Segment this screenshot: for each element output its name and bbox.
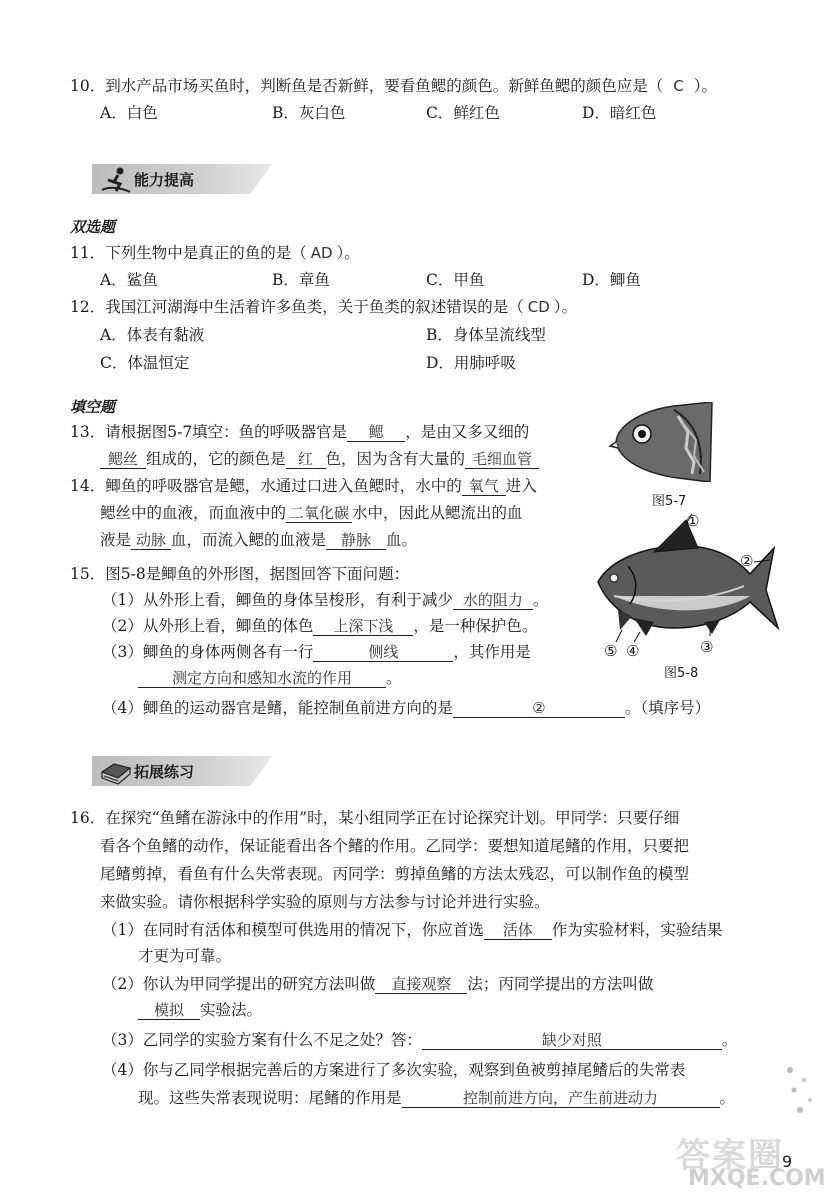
q14-line1 (70, 476, 537, 496)
q16-sub2 (102, 974, 653, 994)
q13-answer-filament: 鳃丝 (100, 450, 146, 469)
q14-text-5: 液是 (100, 531, 132, 549)
fig58-label-5: ⑤ (604, 642, 618, 660)
q16-s2-answer2: 模拟 (138, 1001, 200, 1020)
q13-answer-capillary: 毛细血管 (465, 450, 539, 469)
q13-text-1: 13．请根据图5-7填空：鱼的呼吸器官是 (70, 423, 348, 441)
q15-sub1 (102, 590, 548, 610)
q14-line3 (100, 530, 417, 550)
watermark-url: MXQE.COM (688, 1166, 826, 1191)
runner-icon (100, 166, 132, 194)
q11-end: ）。 (336, 244, 360, 262)
carp-figure (594, 512, 780, 662)
q16-s2-answer: 直接观察 (375, 975, 467, 994)
q16-line3: 尾鳍剪掉，看鱼有什么失常表现。丙同学：剪掉鱼鳍的方法太残忍，可以制作鱼的模型 (100, 865, 690, 883)
q13-line1 (70, 422, 529, 442)
fill-blank-label: 填空题 (70, 398, 116, 416)
q15-s2-answer: 上深下浅 (313, 617, 413, 636)
q13-text-3: 组成的，它的颜色是 (146, 450, 286, 468)
q14-answer-co2: 二氧化碳 (286, 504, 352, 523)
q16-s4-end: 。 (719, 1089, 736, 1107)
q16-line4: 来做实验。请你根据科学实验的原则与方法参与讨论并进行实验。 (100, 893, 550, 911)
q15-s3-text: （3）鲫鱼的身体两侧各有一行 (102, 643, 314, 661)
q11-stem (70, 243, 360, 263)
q11-answer: AD (310, 244, 333, 262)
q14-text-1: 14．鲫鱼的呼吸器官是鳃，水通过口进入鱼鳃时，水中的 (70, 477, 462, 495)
q13-line2 (100, 449, 539, 469)
q16-sub1 (102, 920, 722, 940)
fig58-caption: 图5-8 (664, 666, 699, 681)
q16-s2-text: （2）你认为甲同学提出的研究方法叫做 (102, 975, 376, 993)
q16-s3-end: 。 (721, 1031, 738, 1049)
q13-answer-organ: 鳃 (347, 423, 405, 442)
q16-s4-answer: 控制前进方向，产生前进动力 (402, 1089, 720, 1108)
q16-s1-text: （1）在同时有活体和模型可供选用的情况下，你应首选 (102, 921, 484, 939)
q12-option-c: C．体温恒定 (100, 354, 190, 372)
q15-sub3 (102, 642, 531, 662)
q15-s1-end: 。 (532, 591, 549, 609)
q10-option-c: C．鲜红色 (426, 104, 500, 122)
q15-s3-answer: 侧线 (313, 643, 453, 662)
q15-s3-end: 。 (386, 669, 402, 687)
q11-option-d: D．鲫鱼 (582, 271, 641, 289)
q15-s1-text: （1）从外形上看，鲫鱼的身体呈梭形，有利于减少 (102, 591, 453, 609)
q15-s4-answer: ② (453, 699, 625, 718)
fig57-caption: 图5-7 (652, 494, 687, 509)
q16-s1-answer: 活体 (484, 921, 552, 940)
q15-s4-text: （4）鲫鱼的运动器官是鳍，能控制鱼前进方向的是 (102, 699, 453, 717)
q12-answer: CD (527, 298, 550, 316)
q10-option-b: B．灰白色 (272, 104, 346, 122)
book-icon (100, 758, 132, 786)
q14-text-7: 血。 (386, 531, 418, 549)
q10-option-a: A．白色 (100, 104, 158, 122)
q15-s3-answer2: 测定方向和感知水流的作用 (138, 669, 386, 688)
q16-line2: 看各个鱼鳍的动作，保证能看出各个鳍的作用。乙同学：要想知道尾鳍的作用，只要把 (100, 837, 690, 855)
q10-answer: C (673, 77, 684, 95)
fig58-label-1: ① (686, 512, 700, 530)
q16-s4-text: 现。这些失常表现说明：尾鳍的作用是 (138, 1089, 402, 1107)
q14-text-3: 鳃丝中的血液，而血液中的 (100, 504, 287, 522)
q14-text-6: 血，而流入鳃的血液是 (171, 531, 327, 549)
q14-text-4: 水中，因此从鳃流出的血 (352, 504, 523, 522)
q11-option-a: A．鲨鱼 (100, 271, 158, 289)
fig58-label-4: ④ (626, 642, 640, 660)
q16-sub4: （4）你与乙同学根据完善后的方案进行了多次实验，观察到鱼被剪掉尾鳍后的失常表 (102, 1061, 686, 1079)
fig58-label-3: ③ (700, 638, 714, 656)
q16-s2-end: 实验法。 (200, 1001, 263, 1019)
q12-option-d: D．用肺呼吸 (426, 354, 516, 372)
fish-head-figure (608, 402, 718, 482)
q16-s1-mid: 作为实验材料，实验结果 (551, 921, 723, 939)
q10-option-d: D．暗红色 (582, 104, 657, 122)
page-number: 9 (782, 1152, 793, 1171)
q16-s3-answer: 缺少对照 (422, 1031, 722, 1050)
q16-line1: 16．在探究“鱼鳍在游泳中的作用”时，某小组同学正在讨论探究计划。甲同学：只要仔细 (70, 809, 680, 827)
q16-sub2-line2 (138, 1000, 262, 1020)
q12-option-a: A．体表有黏液 (100, 326, 205, 344)
q12-stem-text: 12．我国江河湖海中生活着许多鱼类，关于鱼类的叙述错误的是（ (70, 298, 524, 316)
section-title-ability: 能力提高 (134, 171, 195, 189)
q10-stem-text: 10．到水产品市场买鱼时，判断鱼是否新鲜，要看鱼鳃的颜色。新鲜鱼鳃的颜色应是（ (70, 77, 664, 95)
q12-option-b: B．身体呈流线型 (426, 326, 546, 344)
q15-sub4 (102, 698, 710, 718)
q15-stem: 15．图5-8是鲫鱼的外形图，据图回答下面问题： (70, 565, 410, 583)
speckle-decoration (780, 1060, 820, 1120)
q15-s3-mid: ，其作用是 (453, 643, 531, 661)
q12-stem (70, 297, 577, 317)
q11-option-c: C．甲鱼 (426, 271, 485, 289)
q12-end: ）。 (553, 298, 578, 316)
q10-end: ）。 (693, 77, 717, 95)
section-banner-ability (92, 160, 292, 196)
q15-s2-end: ，是一种保护色。 (413, 617, 538, 635)
q15-s4-end: 。（填序号） (624, 699, 711, 717)
fig58-label-2: ② (740, 552, 754, 570)
q14-text-2: 进入 (505, 477, 537, 495)
q11-stem-text: 11．下列生物中是真正的鱼的是（ (70, 244, 307, 262)
q14-answer-vein: 静脉 (326, 531, 386, 550)
q11-option-b: B．章鱼 (272, 271, 330, 289)
q16-sub4-line2 (138, 1088, 735, 1108)
q14-answer-artery: 动脉 (131, 531, 171, 550)
q10-stem (70, 76, 717, 96)
q13-text-2: ，是由又多又细的 (405, 423, 530, 441)
q16-s3-text: （3）乙同学的实验方案有什么不足之处？答： (102, 1031, 422, 1049)
watermark-logo: 答案圈 (676, 1136, 784, 1176)
q13-text-4: 色，因为含有大量的 (325, 450, 466, 468)
q15-s2-text: （2）从外形上看，鲫鱼的体色 (102, 617, 314, 635)
section-banner-extension (92, 752, 292, 788)
q14-answer-oxygen: 氧气 (462, 477, 506, 496)
q15-sub2 (102, 616, 537, 636)
q16-sub1-line2: 才更为可靠。 (138, 947, 232, 965)
q16-sub3 (102, 1030, 737, 1050)
q14-line2 (100, 503, 523, 523)
q16-s2-mid: 法；丙同学提出的方法叫做 (467, 975, 654, 993)
q13-answer-color: 红 (286, 450, 326, 469)
section-title-extension: 拓展练习 (134, 763, 195, 781)
q15-sub3-line2 (138, 668, 402, 688)
double-choice-label: 双选题 (70, 218, 116, 236)
q15-s1-answer: 水的阻力 (453, 591, 533, 610)
